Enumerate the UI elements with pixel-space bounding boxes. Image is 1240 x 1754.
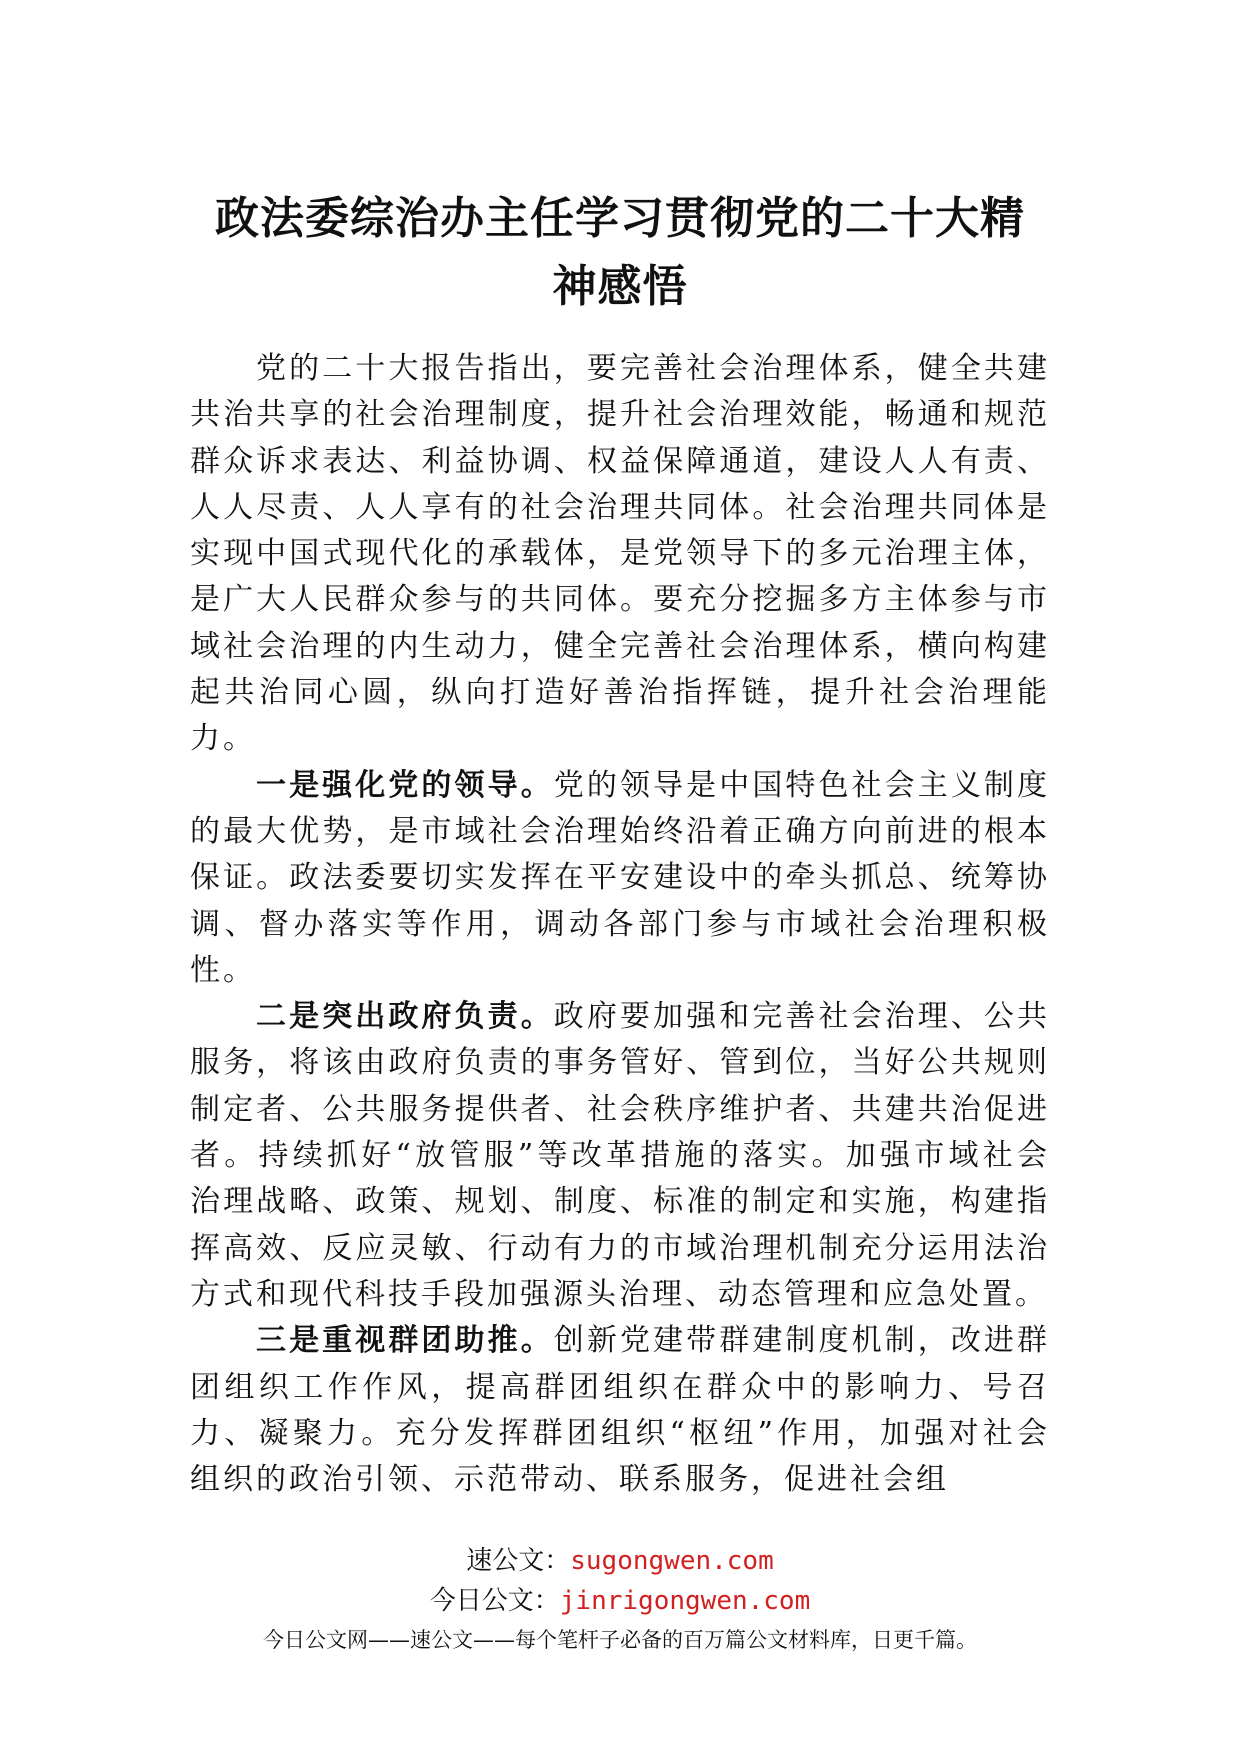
footer-label-sugongwen: 速公文： [466,1546,571,1576]
paragraph-point-2 [190,994,1050,1318]
document-title-line1: 政法委综治办主任学习贯彻党的二十大精 [215,193,1025,244]
paragraph-text: 创新党建带群建制度机制，改进群团组织工作作风，提高群团组织在群众中的影响力、号召力、凝聚力。充分发挥群团组织“枢纽”作用，加强对社会组织的政治引领、示范带动、联系服务，促进社会组 [190,1323,1051,1498]
footer-label-jinrigongwen: 今日公文： [429,1586,560,1616]
footer-line-sugongwen [0,1540,1240,1577]
paragraph-lead: 一是强化党的领导。 [256,767,554,803]
paragraph-point-3 [190,1318,1050,1503]
paragraph-point-1 [190,763,1050,994]
paragraph-text: 党的二十大报告指出，要完善社会治理体系，健全共建共治共享的社会治理制度，提升社会治理效能，畅通和规范群众诉求表达、利益协调、权益保障通道，建设人人有责、人人尽责、人人享有的社会治理共同体。社会治理共同体是实现中国式现代化的承载体，是党领导下的多元治理主体，是广大人民群众参与的共同体。要充分挖掘多方主体参与市域社会治理的内生动力，健全完善社会治理体系，横向构建起共治同心圆，纵向打造好善治指挥链，提升社会治理能力。 [190,351,1050,757]
document-body [190,346,1050,1503]
paragraph-text: 党的领导是中国特色社会主义制度的最大优势，是市域社会治理始终沿着正确方向前进的根本保证。政法委要切实发挥在平安建设中的牵头抓总、统筹协调、督办落实等作用，调动各部门参与市域社会治理积极性。 [190,767,1051,988]
document-title-line2: 神感悟 [552,261,688,312]
footer-link-jinrigongwen[interactable]: jinrigongwen.com [559,1586,811,1616]
paragraph-lead: 三是重视群团助推。 [256,1323,554,1359]
paragraph-text: 政府要加强和完善社会治理、公共服务，将该由政府负责的事务管好、管到位，当好公共规则制定者、公共服务提供者、社会秩序维护者、共建共治促进者。持续抓好“放管服”等改革措施的落实。加强市域社会治理战略、政策、规划、制度、标准的制定和实施，构建指挥高效、反应灵敏、行动有力的市域治理机制充分运用法治方式和现代科技手段加强源头治理、动态管理和应急处置。 [190,999,1051,1312]
footer-slogan: 今日公文网——速公文——每个笔杆子必备的百万篇公文材料库，日更千篇。 [263,1628,977,1652]
paragraph-intro [190,346,1050,763]
paragraph-lead: 二是突出政府负责。 [256,999,554,1035]
footer-link-sugongwen[interactable]: sugongwen.com [570,1546,774,1576]
footer-line-jinrigongwen [0,1580,1240,1617]
